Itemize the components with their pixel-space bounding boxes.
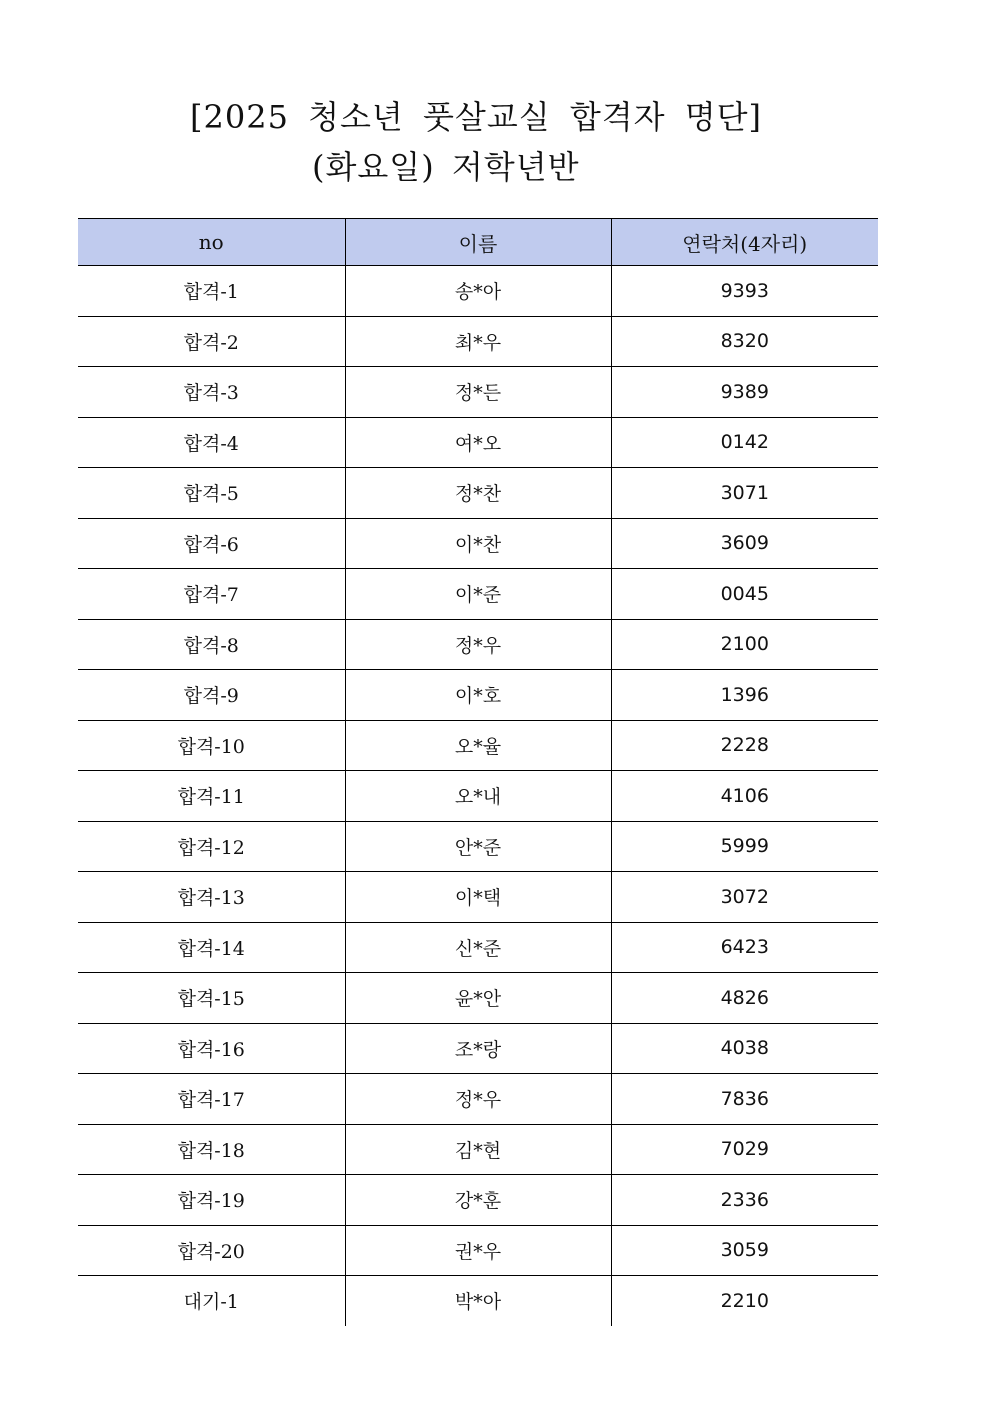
header-name: 이름 [345,219,611,266]
cell-phone: 2100 [611,619,878,670]
table-header-row [78,219,878,266]
cell-no: 합격-12 [78,821,345,872]
table-row [78,316,878,367]
table-row [78,619,878,670]
cell-phone: 3609 [611,518,878,569]
cell-no: 합격-7 [78,569,345,620]
cell-phone: 9393 [611,266,878,317]
cell-name: 조*랑 [345,1023,611,1074]
cell-name: 정*우 [345,619,611,670]
cell-phone: 9389 [611,367,878,418]
cell-phone: 5999 [611,821,878,872]
cell-name: 강*훈 [345,1175,611,1226]
table-row [78,1276,878,1326]
cell-phone: 1396 [611,670,878,721]
cell-name: 안*준 [345,821,611,872]
cell-name: 오*내 [345,771,611,822]
cell-name: 송*아 [345,266,611,317]
cell-phone: 3072 [611,872,878,923]
cell-phone: 0045 [611,569,878,620]
cell-phone: 8320 [611,316,878,367]
cell-phone: 7836 [611,1074,878,1125]
header-no: no [78,219,345,266]
cell-phone: 2228 [611,720,878,771]
cell-name: 김*현 [345,1124,611,1175]
cell-name: 박*아 [345,1276,611,1326]
cell-no: 합격-1 [78,266,345,317]
table-row [78,266,878,317]
table-row [78,1074,878,1125]
roster-table [78,218,878,1326]
cell-name: 권*우 [345,1225,611,1276]
cell-no: 합격-15 [78,973,345,1024]
cell-name: 윤*안 [345,973,611,1024]
cell-no: 대기-1 [183,1291,239,1314]
table-row [78,922,878,973]
header-phone: 연락처(4자리) [611,219,878,266]
table-row [78,367,878,418]
cell-no: 합격-17 [78,1074,345,1125]
cell-phone: 3059 [611,1225,878,1276]
document-subtitle: (화요일) 저학년반 [312,148,580,186]
table-row [78,720,878,771]
table-row [78,468,878,519]
cell-phone: 7029 [611,1124,878,1175]
cell-no: 합격-5 [78,468,345,519]
document-title: [2025 청소년 풋살교실 합격자 명단] [190,98,763,136]
cell-no: 합격-19 [78,1175,345,1226]
cell-no: 합격-18 [78,1124,345,1175]
table-row [78,973,878,1024]
cell-no: 합격-4 [78,417,345,468]
cell-name: 이*호 [345,670,611,721]
cell-phone: 4106 [611,771,878,822]
cell-phone: 2336 [611,1175,878,1226]
table-row [78,771,878,822]
cell-name: 정*찬 [345,468,611,519]
cell-name: 최*우 [345,316,611,367]
cell-no: 합격-8 [78,619,345,670]
table-row [78,417,878,468]
cell-no: 합격-11 [78,771,345,822]
table-row [78,1124,878,1175]
cell-phone: 4826 [611,973,878,1024]
table-row [78,821,878,872]
cell-phone: 4038 [611,1023,878,1074]
cell-name: 이*준 [345,569,611,620]
cell-phone: 2210 [611,1276,878,1326]
cell-name: 이*택 [345,872,611,923]
cell-phone: 3071 [611,468,878,519]
table-row [78,872,878,923]
cell-name: 신*준 [345,922,611,973]
cell-name: 여*오 [345,417,611,468]
cell-name: 정*우 [345,1074,611,1125]
cell-name: 오*율 [345,720,611,771]
cell-no: 합격-10 [78,720,345,771]
cell-no: 합격-14 [78,922,345,973]
table-row [78,1175,878,1226]
cell-no: 합격-13 [78,872,345,923]
cell-no: 합격-2 [78,316,345,367]
cell-name: 정*든 [345,367,611,418]
cell-no: 합격-3 [78,367,345,418]
cell-no: 합격-20 [78,1225,345,1276]
cell-phone: 6423 [611,922,878,973]
table-row [78,569,878,620]
cell-no: 합격-6 [78,518,345,569]
table-body [78,266,878,1326]
table-row [78,670,878,721]
table-row [78,1225,878,1276]
cell-no: 합격-16 [78,1023,345,1074]
table-row [78,518,878,569]
cell-phone: 0142 [611,417,878,468]
cell-name: 이*찬 [345,518,611,569]
table-row [78,1023,878,1074]
cell-no: 합격-9 [78,670,345,721]
